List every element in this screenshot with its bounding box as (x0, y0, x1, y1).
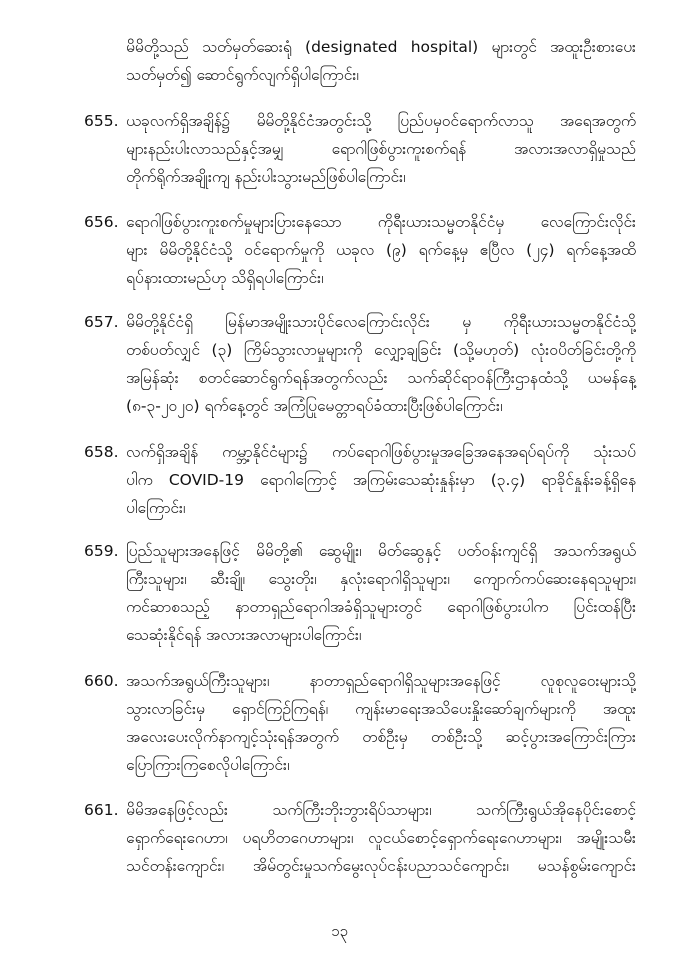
text-line: ပါက COVID-19 ရောဂါကြောင့် အကြမ်းသေဆုံးနှုန်းမှာ (၃.၄) ရာခိုင်နှုန်းခန့်ရှိနေ (126, 471, 636, 489)
text-line: သတ်မှတ်၍ ဆောင်ရွက်လျက်ရှိပါကြောင်း၊ (126, 66, 359, 84)
text-line: ရောဂါဖြစ်ပွားကူးစက်မှုများပြားနေသော ကိုရီးယားသမ္မတနိုင်ငံမှ လေကြောင်းလိုင်း (126, 213, 636, 231)
paragraph-655 (84, 107, 636, 191)
text-line: မိမိအနေဖြင့်လည်း သက်ကြီးဘိုးဘွားရိပ်သာများ၊ သက်ကြီးရွယ်အိုနေပိုင်းစောင့် (126, 801, 636, 819)
text-line: များ မိမိတို့နိုင်ငံသို့ ဝင်ရောက်မှုကို ယခုလ (၉) ရက်နေ့မှ ဧပြီလ (၂၄) ရက်နေ့အထိ (126, 241, 636, 259)
text-line: ယခုလက်ရှိအချိန်၌ မိမိတို့နိုင်ငံအတွင်းသို့ ပြည်ပမှဝင်ရောက်လာသူ အရေအတွက် (126, 112, 636, 130)
paragraph-number: 659. (84, 542, 119, 560)
paragraph-number: 655. (84, 112, 119, 130)
text-line: သွားလာခြင်းမှ ရှောင်ကြဉ်ကြရန်၊ ကျန်းမာရေးအသိပေးနှိုးဆော်ချက်များကို အထူး (126, 700, 636, 718)
paragraph-658 (84, 438, 636, 522)
text-line: ပြည်သူများအနေဖြင့် မိမိတို့၏ ဆွေမျိုး၊ မိတ်ဆွေနှင့် ပတ်ဝန်းကျင်ရှိ အသက်အရွယ် (126, 542, 636, 560)
paragraph-657 (84, 308, 636, 420)
text-line: ရပ်နားထားမည်ဟု သိရှိရပါကြောင်း၊ (126, 269, 324, 287)
paragraph-number: 661. (84, 801, 119, 819)
text-line: ရှောက်ရေးဂေဟာ၊ ပရဟိတဂေဟာများ၊ လူငယ်စောင့်ရှောက်ရေးဂေဟာများ၊ အမျိုးသမီး (126, 829, 636, 847)
text-line: ပြောကြားကြစေလိုပါကြောင်း၊ (126, 756, 290, 774)
paragraph-660 (84, 667, 636, 779)
text-line: အသက်အရွယ်ကြီးသူများ၊ နာတာရှည်ရောဂါရှိသူများအနေဖြင့် လူစုလူဝေးများသို့ (126, 672, 636, 690)
text-line: (၈-၃-၂၀၂၀) ရက်နေ့တွင် အကြံပြုမေတ္တာရပ်ခံထားပြီးဖြစ်ပါကြောင်း၊ (126, 397, 503, 415)
page-number: ၁၃ (331, 922, 348, 940)
text-line: ကင်ဆာစသည့် နာတာရှည်ရောဂါအခံရှိသူများတွင် ရောဂါဖြစ်ပွားပါက ပြင်းထန်ပြီး (126, 598, 636, 616)
text-line: မိမိတို့နိုင်ငံရှိ မြန်မာအမျိုးသားပိုင်လေကြောင်းလိုင်း မှ ကိုရီးယားသမ္မတနိုင်ငံသို့ (126, 313, 636, 331)
text-line: ပါကြောင်း၊ (126, 499, 186, 517)
text-line: မိမိတို့သည် သတ်မှတ်ဆေးရုံ (designated hospital) များတွင် အထူးဦးစားပေး (126, 38, 636, 56)
text-line: အလေးပေးလိုက်နာကျင့်သုံးရန်အတွက် တစ်ဦးမှ တစ်ဦးသို့ ဆင့်ပွားအကြောင်းကြား (126, 728, 636, 746)
paragraph-number: 656. (84, 213, 119, 231)
text-line: သေဆုံးနိုင်ရန် အလားအလာများပါကြောင်း၊ (126, 626, 362, 644)
paragraph-number: 660. (84, 672, 119, 690)
paragraph-661 (84, 796, 636, 880)
text-line: များနည်းပါးလာသည်နှင့်အမျှ ရောဂါဖြစ်ပွားကူးစက်ရန် အလားအလာရှိမှုသည် (126, 140, 636, 158)
paragraph-number: 657. (84, 313, 119, 331)
text-line: တိုက်ရိုက်အချိုးကျ နည်းပါးသွားမည်ဖြစ်ပါကြောင်း၊ (126, 168, 406, 186)
paragraph-659 (84, 537, 636, 649)
text-line: ကြီးသူများ၊ ဆီးချို၊ သွေးတိုး၊ နှလုံးရောဂါရှိသူများ၊ ကျောက်ကပ်ဆေးနေရသူများ၊ (126, 570, 636, 588)
text-line: တစ်ပတ်လျှင် (၃) ကြိမ်သွားလာမှုများကို လျှော့ချခြင်း (သို့မဟုတ်) လုံးဝပိတ်ခြင်းတို့ကို (126, 341, 636, 359)
text-line: အမြန်ဆုံး စတင်ဆောင်ရွက်ရန်အတွက်လည်း သက်ဆိုင်ရာဝန်ကြီးဌာနထံသို့ ယမန်နေ့ (126, 369, 636, 387)
paragraph-656 (84, 208, 636, 292)
text-line: သင်တန်းကျောင်း၊ အိမ်တွင်းမှုသက်မွေးလုပ်ငန်းပညာသင်ကျောင်း၊ မသန်စွမ်းကျောင်း (126, 857, 636, 875)
paragraph-number: 658. (84, 443, 119, 461)
paragraph-continued (84, 33, 636, 89)
text-line: လက်ရှိအချိန် ကမ္ဘာ့နိုင်ငံများ၌ ကပ်ရောဂါဖြစ်ပွားမှုအခြေအနေအရပ်ရပ်ကို သုံးသပ် (126, 443, 636, 461)
